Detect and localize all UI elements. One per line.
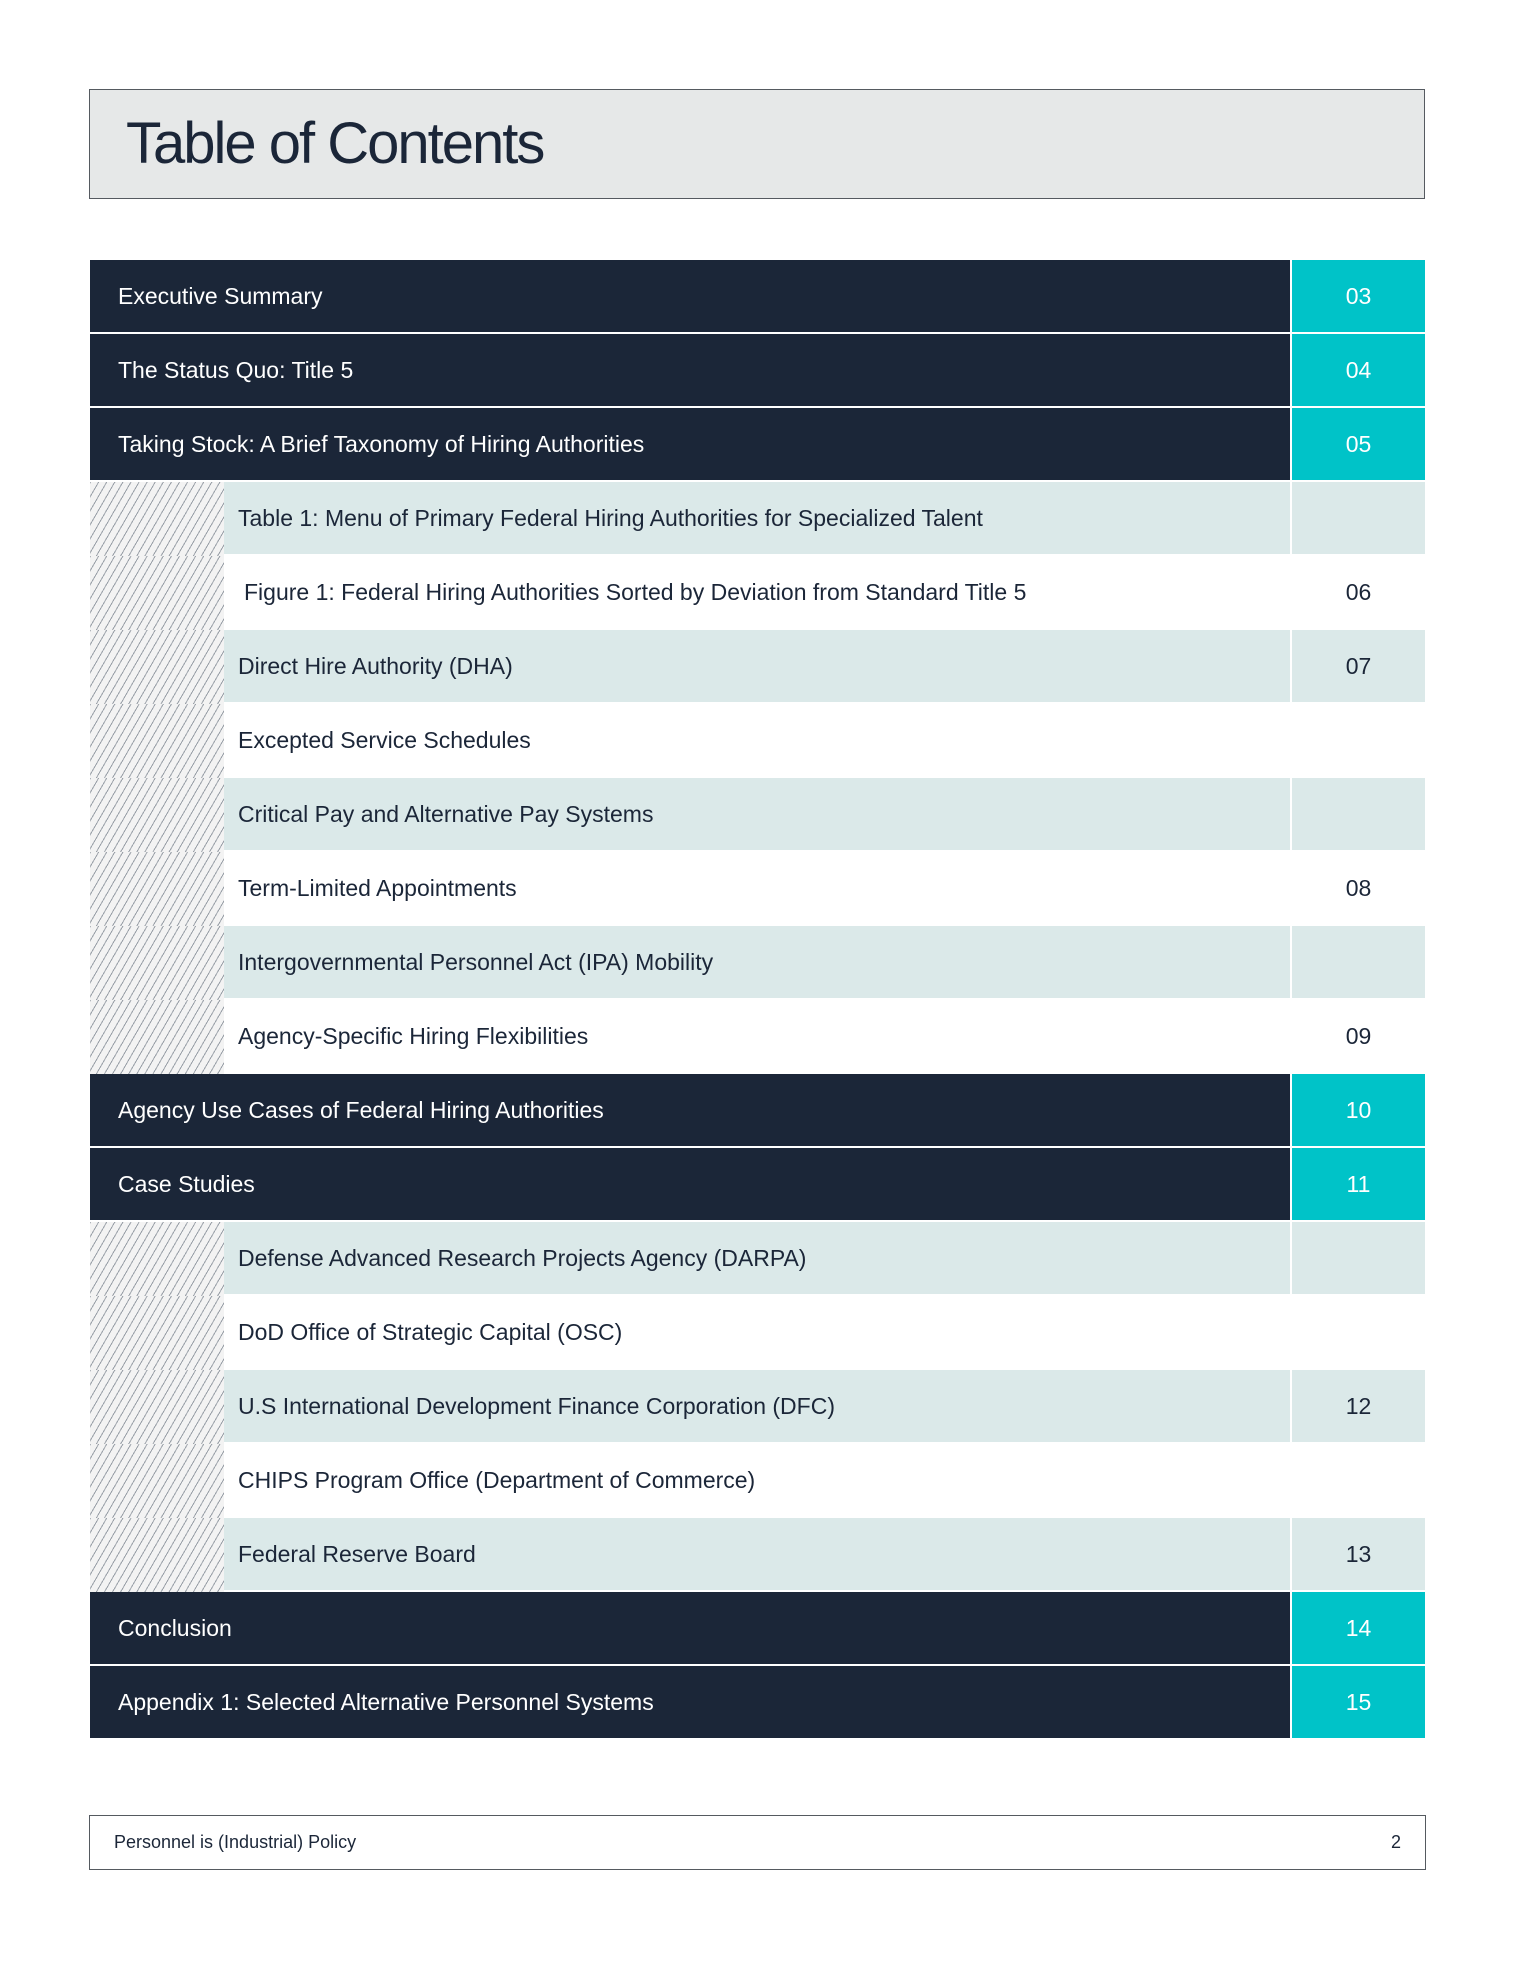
toc-subrow[interactable] xyxy=(90,1444,1425,1516)
toc-page-number xyxy=(1292,482,1425,554)
toc-entry-label: Taking Stock: A Brief Taxonomy of Hiring Authorities xyxy=(90,408,1290,480)
toc-entry-label: Defense Advanced Research Projects Agency (DARPA) xyxy=(224,1222,1290,1294)
toc-entry-label: CHIPS Program Office (Department of Commerce) xyxy=(238,1466,756,1493)
toc-entry-label: Appendix 1: Selected Alternative Personnel Systems xyxy=(90,1666,1290,1738)
toc-subrow[interactable] xyxy=(90,1370,1425,1442)
toc-subrow[interactable] xyxy=(90,482,1425,554)
footer-page-number: 2 xyxy=(1390,1832,1401,1852)
toc-row[interactable] xyxy=(90,1592,1425,1664)
hatch-pattern xyxy=(90,778,224,852)
hatch-pattern xyxy=(90,556,224,630)
title-box xyxy=(89,89,1425,199)
hatch-pattern xyxy=(90,852,224,926)
hatch-pattern xyxy=(90,704,224,778)
toc-page-number: 15 xyxy=(1292,1666,1425,1738)
toc-page-number: 03 xyxy=(1292,260,1425,332)
toc-entry-label: Term-Limited Appointments xyxy=(238,874,517,901)
toc-page-number xyxy=(1292,778,1425,850)
table-of-contents xyxy=(90,260,1425,1740)
toc-page-number: 07 xyxy=(1292,630,1425,702)
toc-row[interactable] xyxy=(90,408,1425,480)
toc-row[interactable] xyxy=(90,334,1425,406)
toc-page-number: 09 xyxy=(1345,1022,1372,1049)
toc-page-number: 05 xyxy=(1292,408,1425,480)
toc-page-number: 06 xyxy=(1345,578,1372,605)
hatch-pattern xyxy=(90,1000,224,1074)
toc-page-number xyxy=(1292,1444,1425,1516)
hatch-pattern xyxy=(90,630,224,704)
hatch-pattern xyxy=(90,482,224,556)
toc-entry-label: The Status Quo: Title 5 xyxy=(90,334,1290,406)
toc-subrow[interactable] xyxy=(90,926,1425,998)
toc-subrow[interactable] xyxy=(90,1296,1425,1368)
toc-entry-label: Excepted Service Schedules xyxy=(238,726,531,753)
toc-row[interactable] xyxy=(90,1666,1425,1738)
toc-entry-label: Executive Summary xyxy=(90,260,1290,332)
hatch-pattern xyxy=(90,1444,224,1518)
toc-page-number: 13 xyxy=(1292,1518,1425,1590)
toc-page-number xyxy=(1292,704,1425,776)
toc-entry-label: Direct Hire Authority (DHA) xyxy=(224,630,1290,702)
hatch-pattern xyxy=(90,1296,224,1370)
footer-title: Personnel is (Industrial) Policy xyxy=(114,1832,357,1852)
toc-entry-label: Federal Reserve Board xyxy=(224,1518,1290,1590)
hatch-pattern xyxy=(90,1370,224,1444)
toc-entry-label: Figure 1: Federal Hiring Authorities Sorted by Deviation from Standard Title 5 xyxy=(244,578,1027,605)
toc-page-number xyxy=(1292,1222,1425,1294)
toc-row[interactable] xyxy=(90,1074,1425,1146)
toc-page-number xyxy=(1292,926,1425,998)
toc-entry-label: Critical Pay and Alternative Pay Systems xyxy=(224,778,1290,850)
toc-entry-label: Agency Use Cases of Federal Hiring Authorities xyxy=(90,1074,1290,1146)
toc-subrow[interactable] xyxy=(90,630,1425,702)
toc-entry-label: DoD Office of Strategic Capital (OSC) xyxy=(238,1318,623,1345)
hatch-pattern xyxy=(90,1222,224,1296)
page-title: Table of Contents xyxy=(126,111,544,176)
page-footer xyxy=(89,1815,1426,1870)
toc-row[interactable] xyxy=(90,260,1425,332)
toc-row[interactable] xyxy=(90,1148,1425,1220)
toc-page-number: 14 xyxy=(1292,1592,1425,1664)
toc-page-number: 10 xyxy=(1292,1074,1425,1146)
toc-page-number xyxy=(1292,1296,1425,1368)
toc-subrow[interactable] xyxy=(90,852,1425,924)
toc-page-number: 12 xyxy=(1292,1370,1425,1442)
toc-subrow[interactable] xyxy=(90,1000,1425,1072)
toc-entry-label: Intergovernmental Personnel Act (IPA) Mobility xyxy=(224,926,1290,998)
toc-subrow[interactable] xyxy=(90,556,1425,628)
toc-entry-label: U.S International Development Finance Corporation (DFC) xyxy=(224,1370,1290,1442)
toc-entry-label: Table 1: Menu of Primary Federal Hiring Authorities for Specialized Talent xyxy=(224,482,1290,554)
toc-page-number: 11 xyxy=(1292,1148,1425,1220)
toc-entry-label: Conclusion xyxy=(90,1592,1290,1664)
toc-page-number: 08 xyxy=(1345,874,1372,901)
toc-subrow[interactable] xyxy=(90,1518,1425,1590)
hatch-pattern xyxy=(90,926,224,1000)
toc-subrow[interactable] xyxy=(90,704,1425,776)
toc-subrow[interactable] xyxy=(90,778,1425,850)
toc-subrow[interactable] xyxy=(90,1222,1425,1294)
toc-page-number: 04 xyxy=(1292,334,1425,406)
toc-entry-label: Case Studies xyxy=(90,1148,1290,1220)
hatch-pattern xyxy=(90,1518,224,1592)
toc-entry-label: Agency-Specific Hiring Flexibilities xyxy=(238,1022,589,1049)
